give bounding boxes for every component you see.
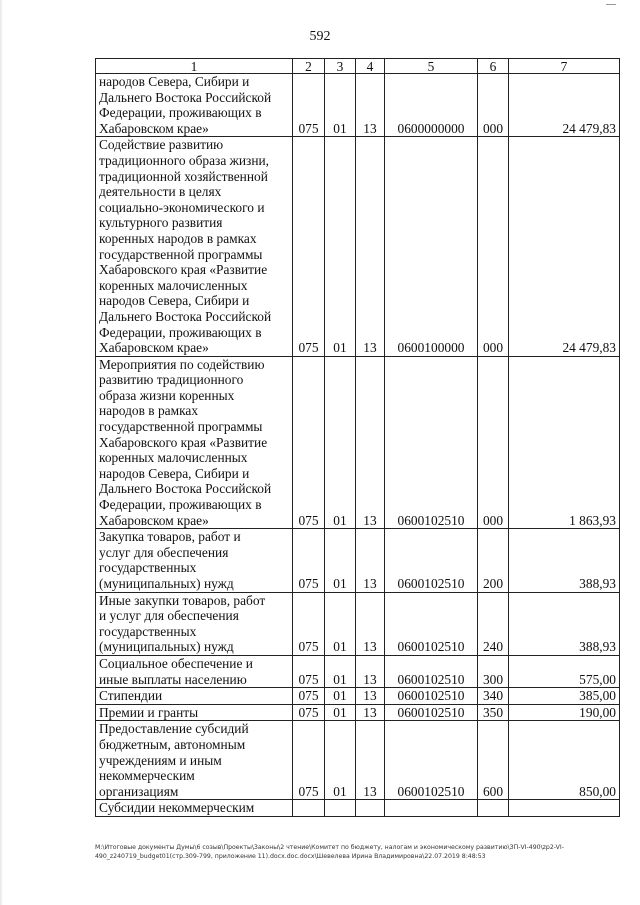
row-name-line: Дальнего Востока Российской xyxy=(99,89,272,105)
amount-cell: 385,00 xyxy=(509,688,620,705)
row-name-line: развитию традиционного xyxy=(99,372,244,388)
row-name-cell xyxy=(96,704,293,721)
target-article-cell: 0600000000 xyxy=(385,74,478,137)
subsection-code-cell: 13 xyxy=(356,721,385,800)
row-name-line: услуг для обеспечения xyxy=(99,544,229,560)
subsection-code-cell: 13 xyxy=(356,655,385,687)
column-header: 3 xyxy=(325,59,356,74)
row-name-line: государственных xyxy=(99,560,197,576)
admin-code-cell: 075 xyxy=(293,721,325,800)
row-name-line: Хабаровского края «Развитие xyxy=(99,434,268,450)
row-name-line: традиционного образа жизни, xyxy=(99,152,270,168)
target-article-cell xyxy=(385,800,478,817)
row-name-cell xyxy=(96,688,293,705)
table-row xyxy=(96,592,620,655)
document-footer xyxy=(95,843,620,861)
row-name-cell xyxy=(96,721,293,800)
row-name-line: Хабаровском крае» xyxy=(99,340,209,356)
expense-type-cell: 300 xyxy=(478,655,509,687)
target-article-cell: 0600102510 xyxy=(385,529,478,592)
table-header-row xyxy=(96,59,620,74)
table-row xyxy=(96,688,620,705)
subsection-code-cell: 13 xyxy=(356,704,385,721)
expense-type-cell: 000 xyxy=(478,356,509,529)
amount-cell: 24 479,83 xyxy=(509,137,620,356)
admin-code-cell xyxy=(293,800,325,817)
row-name-line: Хабаровского края «Развитие xyxy=(99,262,268,278)
row-name-cell xyxy=(96,74,293,137)
row-name-line: Хабаровском крае» xyxy=(99,120,209,136)
table-row xyxy=(96,137,620,356)
row-name-line: коренных малочисленных xyxy=(99,277,248,293)
table-body xyxy=(96,74,620,817)
table-row xyxy=(96,356,620,529)
row-name-line: Стипендии xyxy=(99,688,163,704)
row-name-line: Хабаровском крае» xyxy=(99,512,209,528)
subsection-code-cell: 13 xyxy=(356,529,385,592)
section-code-cell: 01 xyxy=(325,356,356,529)
subsection-code-cell: 13 xyxy=(356,688,385,705)
section-code-cell: 01 xyxy=(325,529,356,592)
section-code-cell: 01 xyxy=(325,704,356,721)
target-article-cell: 0600102510 xyxy=(385,688,478,705)
table-row xyxy=(96,800,620,817)
row-name-line: народов Севера, Сибири и xyxy=(99,293,250,309)
column-header: 5 xyxy=(385,59,478,74)
row-name-line: государственной программы xyxy=(99,419,263,435)
page-number: 592 xyxy=(309,29,331,44)
row-name-line: народов в рамках xyxy=(99,403,199,419)
admin-code-cell: 075 xyxy=(293,529,325,592)
target-article-cell: 0600102510 xyxy=(385,356,478,529)
section-code-cell xyxy=(325,800,356,817)
amount-cell: 24 479,83 xyxy=(509,74,620,137)
row-name-cell xyxy=(96,137,293,356)
row-name-line: коренных народов в рамках xyxy=(99,230,257,246)
row-name-cell xyxy=(96,529,293,592)
column-header: 1 xyxy=(96,59,293,74)
row-name-line: Социальное обеспечение и xyxy=(99,655,253,671)
section-code-cell: 01 xyxy=(325,74,356,137)
table-row xyxy=(96,529,620,592)
row-name-line: Премии и гранты xyxy=(99,704,199,720)
row-name-line: Иные закупки товаров, работ xyxy=(99,592,266,608)
row-name-line: (муниципальных) нужд xyxy=(99,576,234,591)
section-code-cell: 01 xyxy=(325,137,356,356)
column-header: 6 xyxy=(478,59,509,74)
row-name-line: учреждениям и иным xyxy=(99,752,222,768)
row-name-line: бюджетным, автономным xyxy=(99,736,246,752)
expense-type-cell: 600 xyxy=(478,721,509,800)
admin-code-cell: 075 xyxy=(293,137,325,356)
row-name-line: Федерации, проживающих в xyxy=(99,497,262,513)
target-article-cell: 0600102510 xyxy=(385,721,478,800)
table-row xyxy=(96,74,620,137)
admin-code-cell: 075 xyxy=(293,688,325,705)
expense-type-cell: 340 xyxy=(478,688,509,705)
margin-mark xyxy=(606,0,616,5)
subsection-code-cell: 13 xyxy=(356,592,385,655)
column-header: 4 xyxy=(356,59,385,74)
expense-type-cell: 240 xyxy=(478,592,509,655)
row-name-line: Закупка товаров, работ и xyxy=(99,529,241,545)
row-name-line: образа жизни коренных xyxy=(99,387,235,403)
row-name-line: государственных xyxy=(99,623,197,639)
column-header: 7 xyxy=(509,59,620,74)
amount-cell: 1 863,93 xyxy=(509,356,620,529)
row-name-line: коренных малочисленных xyxy=(99,450,248,466)
subsection-code-cell: 13 xyxy=(356,356,385,529)
row-name-line: социально-экономического и xyxy=(99,199,265,215)
admin-code-cell: 075 xyxy=(293,356,325,529)
row-name-line: деятельности в целях xyxy=(99,184,222,200)
footer-path-line-2: 490_z240719_budget01(стр.309-799, приложение 11).docx.doc.docx\Шевелева Ирина Владимировна\22.07.2019 8:48:53 xyxy=(95,853,486,860)
page-left-edge xyxy=(0,0,3,905)
expense-type-cell xyxy=(478,800,509,817)
target-article-cell: 0600102510 xyxy=(385,655,478,687)
row-name-line: некоммерческим xyxy=(99,768,195,784)
expense-type-cell: 200 xyxy=(478,529,509,592)
amount-cell: 850,00 xyxy=(509,721,620,800)
section-code-cell: 01 xyxy=(325,592,356,655)
row-name-line: Предоставление субсидий xyxy=(99,721,249,737)
amount-cell: 388,93 xyxy=(509,592,620,655)
row-name-line: и услуг для обеспечения xyxy=(99,608,239,624)
subsection-code-cell xyxy=(356,800,385,817)
row-name-line: Федерации, проживающих в xyxy=(99,324,262,340)
footer-path-line-1: M:\Итоговые документы Думы\6 созыв\Проекты\Законы\2 чтение\Комитет по бюджету, налогам и экономическому развитию\ЗП-VI-490\zp2-VI- xyxy=(95,844,564,851)
amount-cell xyxy=(509,800,620,817)
row-name-cell xyxy=(96,356,293,529)
section-code-cell: 01 xyxy=(325,688,356,705)
row-name-line: Федерации, проживающих в xyxy=(99,105,262,121)
row-name-cell xyxy=(96,592,293,655)
row-name-line: государственной программы xyxy=(99,246,263,262)
row-name-line: Мероприятия по содействию xyxy=(99,356,265,372)
section-code-cell: 01 xyxy=(325,655,356,687)
expense-type-cell: 350 xyxy=(478,704,509,721)
expense-type-cell: 000 xyxy=(478,137,509,356)
admin-code-cell: 075 xyxy=(293,592,325,655)
table-row xyxy=(96,655,620,687)
expense-type-cell: 000 xyxy=(478,74,509,137)
row-name-line: организациям xyxy=(99,783,179,799)
row-name-line: Дальнего Востока Российской xyxy=(99,481,272,497)
row-name-line: народов Севера, Сибири и xyxy=(99,465,250,481)
table-row xyxy=(96,721,620,800)
row-name-line: Содействие развитию xyxy=(99,137,224,153)
amount-cell: 575,00 xyxy=(509,655,620,687)
admin-code-cell: 075 xyxy=(293,704,325,721)
row-name-line: культурного развития xyxy=(99,215,223,231)
budget-table xyxy=(95,58,620,817)
row-name-cell xyxy=(96,800,293,817)
target-article-cell: 0600102510 xyxy=(385,704,478,721)
row-name-line: иные выплаты населению xyxy=(99,671,247,687)
row-name-line: Субсидии некоммерческим xyxy=(99,800,255,816)
table-row xyxy=(96,704,620,721)
amount-cell: 190,00 xyxy=(509,704,620,721)
admin-code-cell: 075 xyxy=(293,74,325,137)
target-article-cell: 0600100000 xyxy=(385,137,478,356)
row-name-cell xyxy=(96,655,293,687)
row-name-line: традиционной хозяйственной xyxy=(99,168,268,184)
row-name-line: народов Севера, Сибири и xyxy=(99,74,250,89)
row-name-line: (муниципальных) нужд xyxy=(99,639,234,655)
subsection-code-cell: 13 xyxy=(356,74,385,137)
subsection-code-cell: 13 xyxy=(356,137,385,356)
amount-cell: 388,93 xyxy=(509,529,620,592)
section-code-cell: 01 xyxy=(325,721,356,800)
column-header: 2 xyxy=(293,59,325,74)
admin-code-cell: 075 xyxy=(293,655,325,687)
target-article-cell: 0600102510 xyxy=(385,592,478,655)
row-name-line: Дальнего Востока Российской xyxy=(99,308,272,324)
